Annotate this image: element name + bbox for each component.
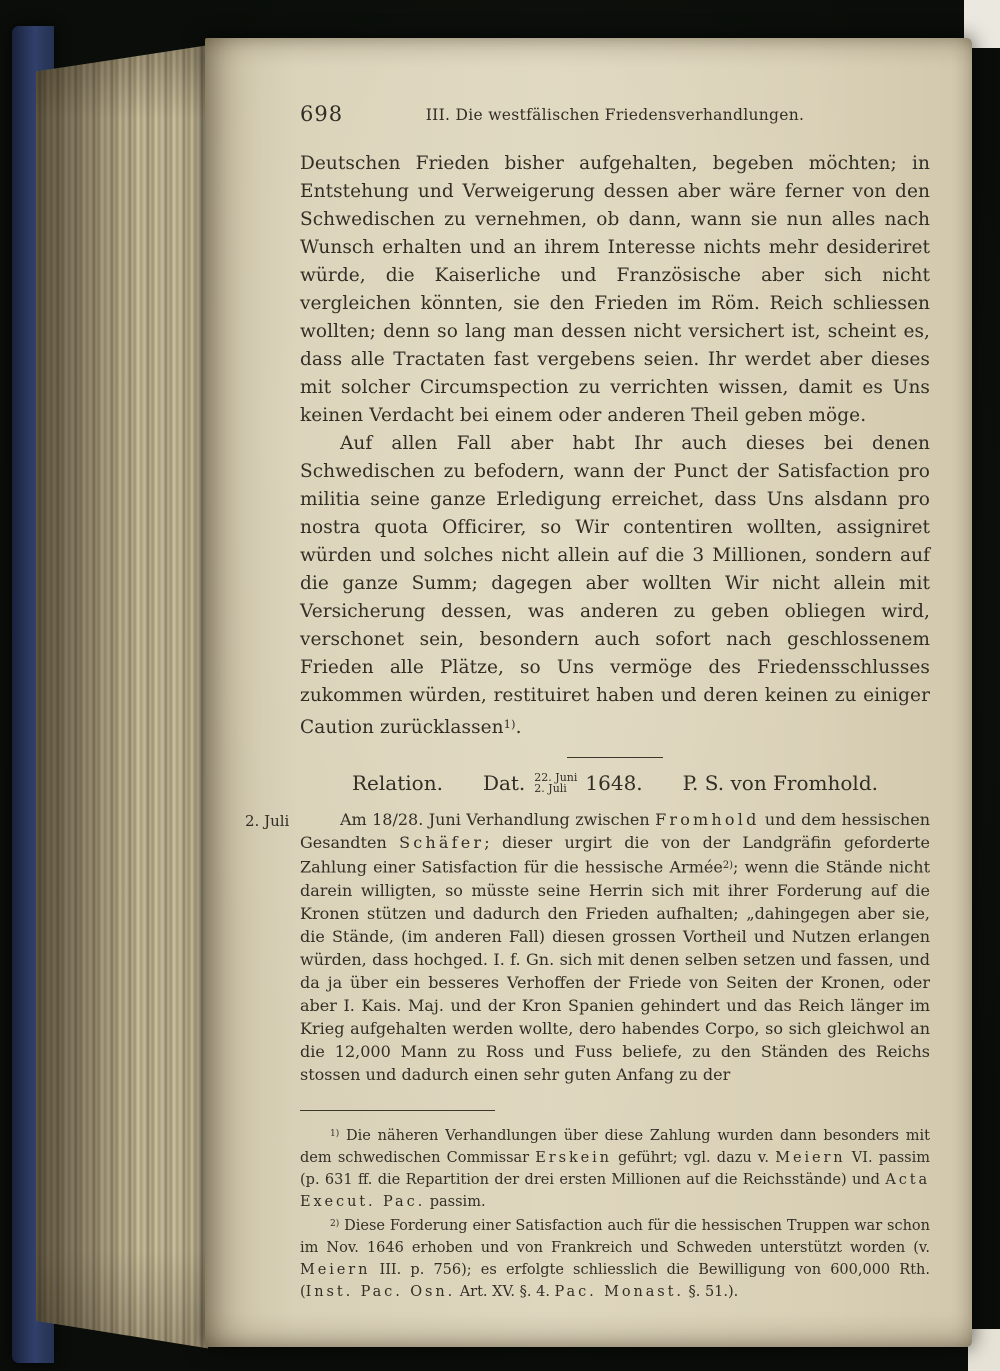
page-content — [205, 38, 972, 1303]
text-run: ; wenn die Stände nicht darein willigten, so müsste seine Herrin sich mit ihrer Forderung auf die Kronen stützen und dadurch den Frieden aufhalten; „dahingegen aber sie, die Stände, (im anderen Fall) diesen grossen Vortheil und Nutzen erlangen würden, dass hochged. I. f. Gn. sich mit denen selben setzen und fassen, und da ja über ein besseres Verhoffen der Friede von Seiten der Kronen, oder aber I. Kais. Maj. und der Kron Spanien gehindert und das Reich länger im Krieg aufgehalten werden wollte, dero habendes Corpo, so sich gleichwol an die 12,000 Mann zu Ross und Fuss beliefe, zu den Ständen des Reichs stossen und dadurch einen sehr guten Anfang zu der — [300, 857, 930, 1084]
text-run: Am 18/28. Juni Verhandlung zwischen — [340, 810, 656, 830]
running-title: III. Die westfälischen Friedensverhandlungen. — [425, 106, 805, 124]
footnote-2 — [300, 1213, 930, 1303]
footnote-ref-1: 1) — [503, 717, 516, 731]
footnote-2-marker: 2) — [330, 1218, 340, 1229]
work-title-inst-pac-osn: Inst. Pac. Osn. — [305, 1283, 456, 1300]
margin-date-note: 2. Juli — [245, 812, 290, 831]
text-run: passim. — [425, 1193, 486, 1210]
stacked-date — [534, 772, 577, 795]
text-run: und dem hessischen Gesandten — [300, 810, 930, 853]
page-header — [300, 102, 930, 128]
footnote-1 — [300, 1123, 930, 1213]
work-title-pac-monast: Pac. Monast. — [554, 1283, 684, 1300]
footnote-ref-2: 2) — [722, 860, 733, 872]
date-old-style: 22. Juni — [534, 770, 578, 784]
relation-label: Relation. — [352, 771, 443, 796]
text-run: Art. XV. §. 4. — [455, 1283, 555, 1300]
page-number: 698 — [300, 102, 344, 126]
footnote-separator-rule — [300, 1110, 495, 1111]
person-name-meiern: Meiern — [775, 1149, 846, 1166]
section-divider-rule — [567, 757, 663, 758]
person-name-schaefer: Schäfer — [399, 833, 485, 853]
person-name-erskein: Erskein — [535, 1149, 612, 1166]
date-new-style: 2. Juli — [534, 782, 567, 796]
text-run: Auf allen Fall aber habt Ihr auch dieses bei denen Schwedischen zu befodern, wann der Punct der Satisfaction pro militia seine ganze Erledigung erreichet, dass Uns alsdann pro nostra quota Officirer, so Wir contentiren wollten, assigniret würden und solches nicht allein auf die 3 Millionen, sondern auf die ganze Summ; dagegen aber wollten Wir nicht allein mit Versicherung dessen, was anderen zu geben obliegen wird, verschonet sein, besondern auch sofort nach geschlossenem Frieden alle Plätze, so Uns vermöge des Friedensschlusses zukommen würden, restituiret haben und deren keinen zu einiger Caution zurücklassen — [300, 433, 930, 739]
text-run: VI. passim (p. 631 ff. die Repartition der drei ersten Millionen auf die Reichsstände) und — [300, 1149, 930, 1188]
paragraph-satisfaction — [300, 430, 930, 742]
page-edges-stack — [36, 40, 208, 1355]
text-run: . — [515, 717, 522, 739]
text-run: geführt; vgl. dazu v. — [611, 1149, 776, 1166]
person-name-fromhold: Fromhold — [655, 810, 760, 830]
date-label: Dat. — [482, 771, 526, 796]
year-label: 1648. — [585, 771, 643, 796]
relation-summary-paragraph — [245, 808, 930, 1085]
paragraph-continuation: Deutschen Frieden bisher aufgehalten, begeben möchten; in Entstehung und Verweigerung dessen aber wäre ferner von den Schwedischen zu vernehmen, ob dann, wann sie nun alles nach Wunsch erhalten und an ihrem Interesse nichts mehr desideriret würde, die Kaiserliche und Französische aber sich nicht vergleichen könnten, sie den Frieden im Röm. Reich schliessen wollten; denn so lang man dessen nicht versichert ist, scheint es, dass alle Tractaten fast vergebens seien. Ihr werdet aber dieses mit solcher Circumspection zu verrichten wissen, damit es Uns keinen Verdacht bei einem oder anderen Theil geben möge. — [300, 153, 930, 426]
text-run: Diese Forderung einer Satisfaction auch für die hessischen Truppen war schon im Nov. 1646 erhoben und von Frankreich und Schweden unterstützt worden (v. — [300, 1217, 930, 1256]
relation-heading — [300, 771, 930, 795]
source-label: P. S. von Fromhold. — [682, 771, 878, 796]
person-name-meiern: Meiern — [300, 1261, 371, 1278]
work-title-acta-execut: Acta Execut. Pac. — [300, 1171, 930, 1210]
text-run: III. p. 756); es erfolgte schliesslich die Bewilligung von 600,000 Rth. ( — [300, 1261, 930, 1300]
underlying-page-corner-bottom-right — [968, 1329, 1000, 1371]
text-run: Die näheren Verhandlungen über diese Zahlung wurden dann besonders mit dem schwedischen Commissar — [300, 1127, 930, 1166]
text-run: ; dieser urgirt die von der Landgräfin geforderte Zahlung einer Satisfaction für die hessische Armée — [300, 833, 930, 877]
text-run: §. 51.). — [683, 1283, 739, 1300]
book-page — [205, 38, 972, 1347]
footnote-1-marker: 1) — [330, 1128, 340, 1139]
